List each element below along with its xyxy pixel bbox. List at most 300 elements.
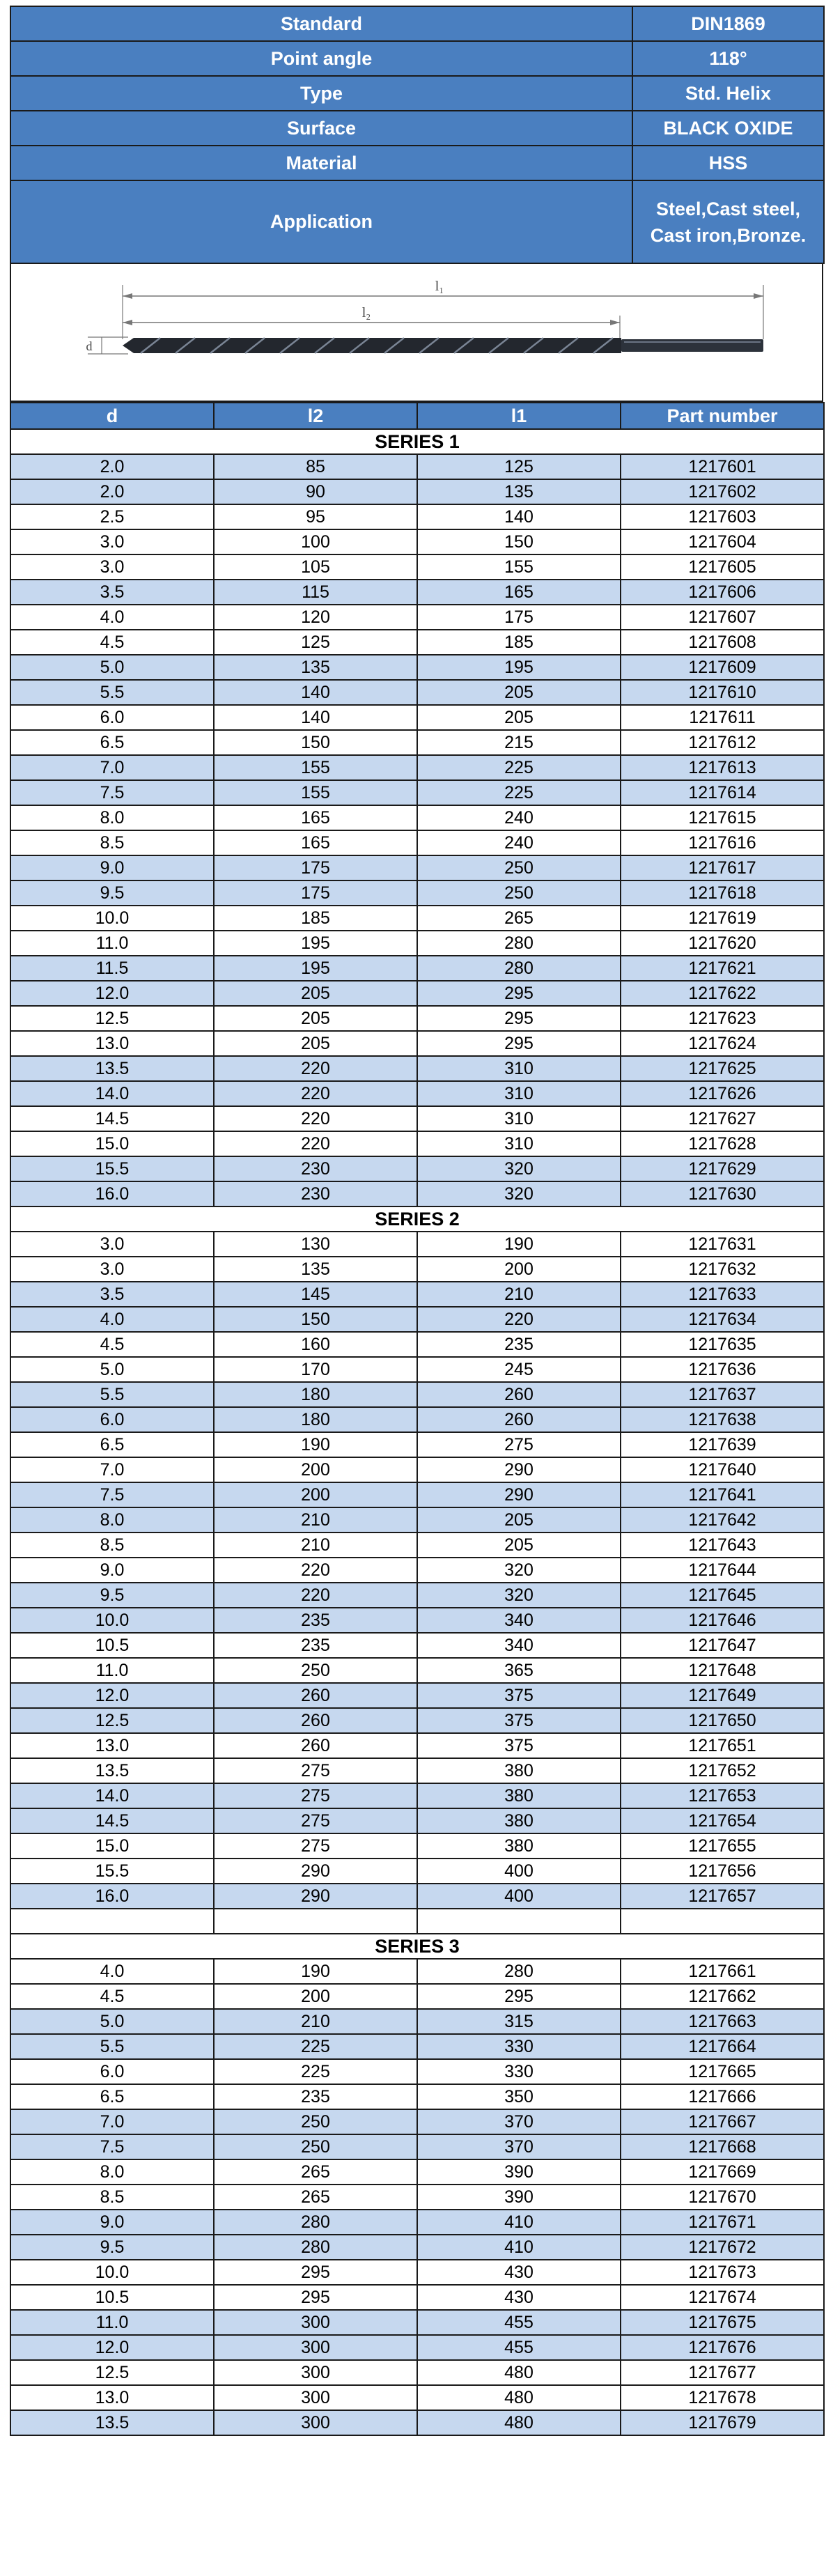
spec-row (10, 180, 824, 263)
cell-l1: 480 (417, 2360, 621, 2385)
cell-l2 (214, 1909, 417, 1934)
cell-l1: 175 (417, 605, 621, 630)
cell-part-number: 1217674 (621, 2285, 824, 2310)
cell-l2: 175 (214, 880, 417, 906)
series-heading-row (10, 1206, 824, 1232)
series-title: SERIES 1 (10, 429, 824, 454)
cell-l2: 100 (214, 529, 417, 554)
table-row (10, 1783, 824, 1808)
cell-part-number: 1217622 (621, 981, 824, 1006)
cell-l2: 190 (214, 1959, 417, 1984)
cell-d: 10.5 (10, 1633, 214, 1658)
spec-label: Surface (10, 111, 632, 146)
table-row (10, 1909, 824, 1934)
cell-d: 3.5 (10, 580, 214, 605)
cell-d: 2.0 (10, 479, 214, 504)
cell-part-number: 1217624 (621, 1031, 824, 1056)
cell-l1: 290 (417, 1457, 621, 1482)
table-row (10, 2134, 824, 2159)
cell-l2: 250 (214, 2134, 417, 2159)
cell-l1: 455 (417, 2335, 621, 2360)
table-row (10, 1683, 824, 1708)
cell-l1: 310 (417, 1106, 621, 1131)
cell-part-number: 1217668 (621, 2134, 824, 2159)
cell-part-number: 1217665 (621, 2059, 824, 2084)
cell-part-number: 1217656 (621, 1859, 824, 1884)
cell-d: 15.0 (10, 1833, 214, 1859)
cell-d: 6.0 (10, 1407, 214, 1432)
cell-l2: 210 (214, 2009, 417, 2034)
cell-l1: 125 (417, 454, 621, 479)
cell-part-number: 1217629 (621, 1156, 824, 1181)
spec-value: BLACK OXIDE (632, 111, 824, 146)
cell-part-number: 1217661 (621, 1959, 824, 1984)
cell-d: 14.0 (10, 1783, 214, 1808)
cell-l2: 260 (214, 1708, 417, 1733)
cell-l2: 180 (214, 1407, 417, 1432)
cell-part-number: 1217650 (621, 1708, 824, 1733)
cell-l1: 140 (417, 504, 621, 529)
cell-l1: 240 (417, 805, 621, 830)
cell-part-number: 1217639 (621, 1432, 824, 1457)
cell-part-number: 1217611 (621, 705, 824, 730)
drill-shank (621, 339, 763, 352)
cell-d: 14.5 (10, 1808, 214, 1833)
cell-l2: 235 (214, 1633, 417, 1658)
cell-l1: 225 (417, 780, 621, 805)
cell-part-number: 1217651 (621, 1733, 824, 1758)
cell-part-number: 1217607 (621, 605, 824, 630)
cell-l2: 95 (214, 504, 417, 529)
drill-diagram (11, 264, 822, 401)
cell-l1: 380 (417, 1808, 621, 1833)
cell-l1: 365 (417, 1658, 621, 1683)
cell-part-number: 1217630 (621, 1181, 824, 1206)
cell-part-number: 1217671 (621, 2210, 824, 2235)
cell-d: 8.0 (10, 1507, 214, 1533)
cell-l1: 410 (417, 2210, 621, 2235)
cell-d: 7.5 (10, 2134, 214, 2159)
cell-d: 5.0 (10, 655, 214, 680)
cell-part-number: 1217663 (621, 2009, 824, 2034)
spec-value: Steel,Cast steel, Cast iron,Bronze. (632, 180, 824, 263)
table-row (10, 2410, 824, 2435)
cell-d: 3.0 (10, 554, 214, 580)
cell-d (10, 1909, 214, 1934)
cell-l2: 140 (214, 705, 417, 730)
l2-label: l₂ (361, 305, 371, 320)
cell-d: 3.5 (10, 1282, 214, 1307)
cell-l2: 115 (214, 580, 417, 605)
cell-l2: 150 (214, 1307, 417, 1332)
column-header-row (10, 403, 824, 429)
cell-l1: 380 (417, 1783, 621, 1808)
cell-part-number: 1217672 (621, 2235, 824, 2260)
spec-label: Application (10, 180, 632, 263)
table-row (10, 2159, 824, 2185)
cell-part-number: 1217666 (621, 2084, 824, 2109)
cell-part-number: 1217677 (621, 2360, 824, 2385)
table-row (10, 2385, 824, 2410)
cell-l1: 260 (417, 1407, 621, 1432)
table-row (10, 2335, 824, 2360)
cell-d: 9.0 (10, 855, 214, 880)
spec-row (10, 111, 824, 146)
cell-l2: 265 (214, 2159, 417, 2185)
table-row (10, 580, 824, 605)
cell-l2: 265 (214, 2185, 417, 2210)
cell-part-number: 1217642 (621, 1507, 824, 1533)
cell-l2: 260 (214, 1683, 417, 1708)
cell-l2: 130 (214, 1232, 417, 1257)
cell-l2: 275 (214, 1758, 417, 1783)
cell-l2: 135 (214, 1257, 417, 1282)
cell-d: 5.5 (10, 680, 214, 705)
table-row (10, 1181, 824, 1206)
table-row (10, 630, 824, 655)
cell-l1: 225 (417, 755, 621, 780)
cell-d: 6.0 (10, 705, 214, 730)
table-row (10, 1106, 824, 1131)
cell-d: 13.0 (10, 1031, 214, 1056)
cell-part-number: 1217679 (621, 2410, 824, 2435)
cell-l1: 210 (417, 1282, 621, 1307)
cell-d: 7.0 (10, 755, 214, 780)
cell-l1: 370 (417, 2109, 621, 2134)
cell-l1: 320 (417, 1583, 621, 1608)
cell-l1: 330 (417, 2059, 621, 2084)
cell-part-number: 1217664 (621, 2034, 824, 2059)
cell-l2: 140 (214, 680, 417, 705)
table-row (10, 1733, 824, 1758)
cell-l1: 390 (417, 2185, 621, 2210)
cell-d: 11.5 (10, 956, 214, 981)
cell-l1: 330 (417, 2034, 621, 2059)
cell-d: 8.5 (10, 2185, 214, 2210)
cell-l1: 380 (417, 1833, 621, 1859)
table-row (10, 1558, 824, 1583)
table-row (10, 1282, 824, 1307)
table-row (10, 805, 824, 830)
cell-l2: 150 (214, 730, 417, 755)
cell-part-number: 1217602 (621, 479, 824, 504)
table-row (10, 554, 824, 580)
cell-l2: 175 (214, 855, 417, 880)
cell-d: 8.0 (10, 805, 214, 830)
table-row (10, 1533, 824, 1558)
cell-l2: 290 (214, 1859, 417, 1884)
cell-d: 14.0 (10, 1081, 214, 1106)
cell-part-number: 1217621 (621, 956, 824, 981)
col-header-part-number: Part number (621, 403, 824, 429)
cell-l1: 430 (417, 2285, 621, 2310)
cell-part-number: 1217604 (621, 529, 824, 554)
cell-l2: 195 (214, 931, 417, 956)
cell-part-number: 1217637 (621, 1382, 824, 1407)
cell-l2: 295 (214, 2285, 417, 2310)
cell-l1: 320 (417, 1558, 621, 1583)
table-row (10, 1583, 824, 1608)
cell-d: 12.5 (10, 2360, 214, 2385)
cell-l1: 190 (417, 1232, 621, 1257)
d-label: d (86, 339, 93, 353)
cell-l1: 310 (417, 1131, 621, 1156)
cell-l2: 200 (214, 1984, 417, 2009)
cell-part-number: 1217667 (621, 2109, 824, 2134)
table-row (10, 1658, 824, 1683)
cell-l2: 220 (214, 1106, 417, 1131)
cell-l2: 220 (214, 1131, 417, 1156)
table-row (10, 755, 824, 780)
cell-d: 12.0 (10, 2335, 214, 2360)
cell-l1: 200 (417, 1257, 621, 1282)
cell-l1: 150 (417, 529, 621, 554)
cell-d: 6.5 (10, 2084, 214, 2109)
table-row (10, 1984, 824, 2009)
cell-l1: 260 (417, 1382, 621, 1407)
cell-part-number: 1217633 (621, 1282, 824, 1307)
table-row (10, 705, 824, 730)
cell-part-number: 1217605 (621, 554, 824, 580)
cell-l2: 235 (214, 2084, 417, 2109)
cell-l2: 125 (214, 630, 417, 655)
spec-row (10, 41, 824, 76)
cell-part-number: 1217662 (621, 1984, 824, 2009)
cell-l2: 235 (214, 1608, 417, 1633)
cell-l2: 250 (214, 2109, 417, 2134)
cell-l1: 430 (417, 2260, 621, 2285)
cell-l2: 155 (214, 755, 417, 780)
spec-value: 118° (632, 41, 824, 76)
cell-d: 13.5 (10, 1056, 214, 1081)
table-row (10, 906, 824, 931)
cell-d: 10.5 (10, 2285, 214, 2310)
cell-part-number: 1217601 (621, 454, 824, 479)
series-heading-row (10, 1934, 824, 1959)
cell-l1: 295 (417, 1031, 621, 1056)
cell-d: 6.5 (10, 1432, 214, 1457)
table-row (10, 2084, 824, 2109)
cell-part-number: 1217612 (621, 730, 824, 755)
cell-l2: 160 (214, 1332, 417, 1357)
table-row (10, 1833, 824, 1859)
cell-l1: 280 (417, 956, 621, 981)
cell-d: 9.0 (10, 1558, 214, 1583)
cell-part-number: 1217615 (621, 805, 824, 830)
cell-l1: 310 (417, 1081, 621, 1106)
cell-d: 11.0 (10, 2310, 214, 2335)
cell-d: 4.0 (10, 1307, 214, 1332)
cell-l1: 480 (417, 2385, 621, 2410)
cell-l2: 85 (214, 454, 417, 479)
drill-flute-body (123, 338, 621, 353)
cell-l2: 275 (214, 1833, 417, 1859)
table-row (10, 956, 824, 981)
cell-part-number: 1217610 (621, 680, 824, 705)
cell-d: 12.0 (10, 981, 214, 1006)
cell-l2: 275 (214, 1783, 417, 1808)
cell-l1: 250 (417, 855, 621, 880)
cell-l1: 280 (417, 1959, 621, 1984)
cell-l2: 210 (214, 1533, 417, 1558)
col-header-l1: l1 (417, 403, 621, 429)
cell-d: 12.0 (10, 1683, 214, 1708)
spec-value: Std. Helix (632, 76, 824, 111)
table-row (10, 730, 824, 755)
cell-part-number: 1217675 (621, 2310, 824, 2335)
cell-l2: 120 (214, 605, 417, 630)
cell-l2: 250 (214, 1658, 417, 1683)
cell-d: 3.0 (10, 529, 214, 554)
cell-part-number: 1217673 (621, 2260, 824, 2285)
cell-l2: 205 (214, 981, 417, 1006)
cell-part-number: 1217647 (621, 1633, 824, 1658)
table-row (10, 1482, 824, 1507)
table-row (10, 1457, 824, 1482)
cell-d: 16.0 (10, 1884, 214, 1909)
cell-l2: 205 (214, 1006, 417, 1031)
cell-part-number: 1217676 (621, 2335, 824, 2360)
table-row (10, 1884, 824, 1909)
cell-part-number: 1217618 (621, 880, 824, 906)
cell-d: 7.5 (10, 780, 214, 805)
cell-part-number: 1217606 (621, 580, 824, 605)
table-row (10, 1407, 824, 1432)
cell-d: 7.0 (10, 1457, 214, 1482)
table-row (10, 1232, 824, 1257)
spec-row (10, 6, 824, 41)
cell-l2: 260 (214, 1733, 417, 1758)
spec-value: DIN1869 (632, 6, 824, 41)
cell-l2: 135 (214, 655, 417, 680)
table-row (10, 2360, 824, 2385)
cell-l2: 230 (214, 1156, 417, 1181)
cell-d: 11.0 (10, 1658, 214, 1683)
cell-l1: 290 (417, 1482, 621, 1507)
cell-l2: 170 (214, 1357, 417, 1382)
cell-d: 12.5 (10, 1006, 214, 1031)
col-header-l2: l2 (214, 403, 417, 429)
cell-l1: 205 (417, 1507, 621, 1533)
cell-d: 15.5 (10, 1859, 214, 1884)
table-row (10, 2009, 824, 2034)
cell-d: 2.0 (10, 454, 214, 479)
cell-part-number: 1217648 (621, 1658, 824, 1683)
table-row (10, 504, 824, 529)
cell-part-number: 1217638 (621, 1407, 824, 1432)
cell-l2: 275 (214, 1808, 417, 1833)
spec-label: Standard (10, 6, 632, 41)
cell-l2: 300 (214, 2385, 417, 2410)
cell-l1: 315 (417, 2009, 621, 2034)
cell-l1: 205 (417, 1533, 621, 1558)
table-row (10, 1758, 824, 1783)
cell-part-number: 1217609 (621, 655, 824, 680)
spec-value: HSS (632, 146, 824, 180)
cell-part-number: 1217619 (621, 906, 824, 931)
cell-l2: 145 (214, 1282, 417, 1307)
cell-l1: 410 (417, 2235, 621, 2260)
table-row (10, 1156, 824, 1181)
cell-l1: 390 (417, 2159, 621, 2185)
cell-l2: 225 (214, 2059, 417, 2084)
table-row (10, 1081, 824, 1106)
spec-label: Material (10, 146, 632, 180)
cell-d: 5.5 (10, 1382, 214, 1407)
cell-l1: 205 (417, 680, 621, 705)
cell-l2: 205 (214, 1031, 417, 1056)
cell-l2: 300 (214, 2360, 417, 2385)
col-header-d: d (10, 403, 214, 429)
cell-l2: 300 (214, 2335, 417, 2360)
cell-l2: 280 (214, 2235, 417, 2260)
cell-l2: 165 (214, 805, 417, 830)
cell-l1: 380 (417, 1758, 621, 1783)
table-row (10, 1332, 824, 1357)
cell-l1: 135 (417, 479, 621, 504)
cell-l1: 340 (417, 1633, 621, 1658)
cell-d: 15.0 (10, 1131, 214, 1156)
table-row (10, 2310, 824, 2335)
table-row (10, 2109, 824, 2134)
cell-l1: 400 (417, 1859, 621, 1884)
cell-d: 11.0 (10, 931, 214, 956)
cell-d: 14.5 (10, 1106, 214, 1131)
cell-part-number: 1217603 (621, 504, 824, 529)
cell-part-number: 1217670 (621, 2185, 824, 2210)
cell-part-number: 1217632 (621, 1257, 824, 1282)
cell-d: 10.0 (10, 1608, 214, 1633)
cell-d: 5.0 (10, 2009, 214, 2034)
table-row (10, 1131, 824, 1156)
table-row (10, 529, 824, 554)
product-sheet (10, 6, 823, 2436)
spec-label: Point angle (10, 41, 632, 76)
table-row (10, 1808, 824, 1833)
cell-l1: 220 (417, 1307, 621, 1332)
cell-part-number: 1217652 (621, 1758, 824, 1783)
table-row (10, 1959, 824, 1984)
cell-d: 8.5 (10, 1533, 214, 1558)
parts-table (10, 402, 825, 2436)
table-row (10, 2059, 824, 2084)
table-row (10, 2235, 824, 2260)
series-title: SERIES 3 (10, 1934, 824, 1959)
cell-part-number: 1217657 (621, 1884, 824, 1909)
series-title: SERIES 2 (10, 1206, 824, 1232)
table-row (10, 1257, 824, 1282)
cell-d: 9.5 (10, 2235, 214, 2260)
cell-l1: 310 (417, 1056, 621, 1081)
cell-l1: 350 (417, 2084, 621, 2109)
cell-d: 4.5 (10, 1332, 214, 1357)
cell-d: 6.5 (10, 730, 214, 755)
cell-l2: 230 (214, 1181, 417, 1206)
cell-part-number: 1217653 (621, 1783, 824, 1808)
cell-d: 5.0 (10, 1357, 214, 1382)
table-row (10, 1633, 824, 1658)
cell-d: 8.5 (10, 830, 214, 855)
cell-l2: 155 (214, 780, 417, 805)
cell-d: 4.5 (10, 1984, 214, 2009)
cell-part-number: 1217627 (621, 1106, 824, 1131)
cell-part-number: 1217626 (621, 1081, 824, 1106)
cell-l2: 200 (214, 1457, 417, 1482)
cell-l2: 290 (214, 1884, 417, 1909)
cell-l1: 375 (417, 1733, 621, 1758)
cell-d: 4.0 (10, 605, 214, 630)
cell-d: 13.0 (10, 1733, 214, 1758)
